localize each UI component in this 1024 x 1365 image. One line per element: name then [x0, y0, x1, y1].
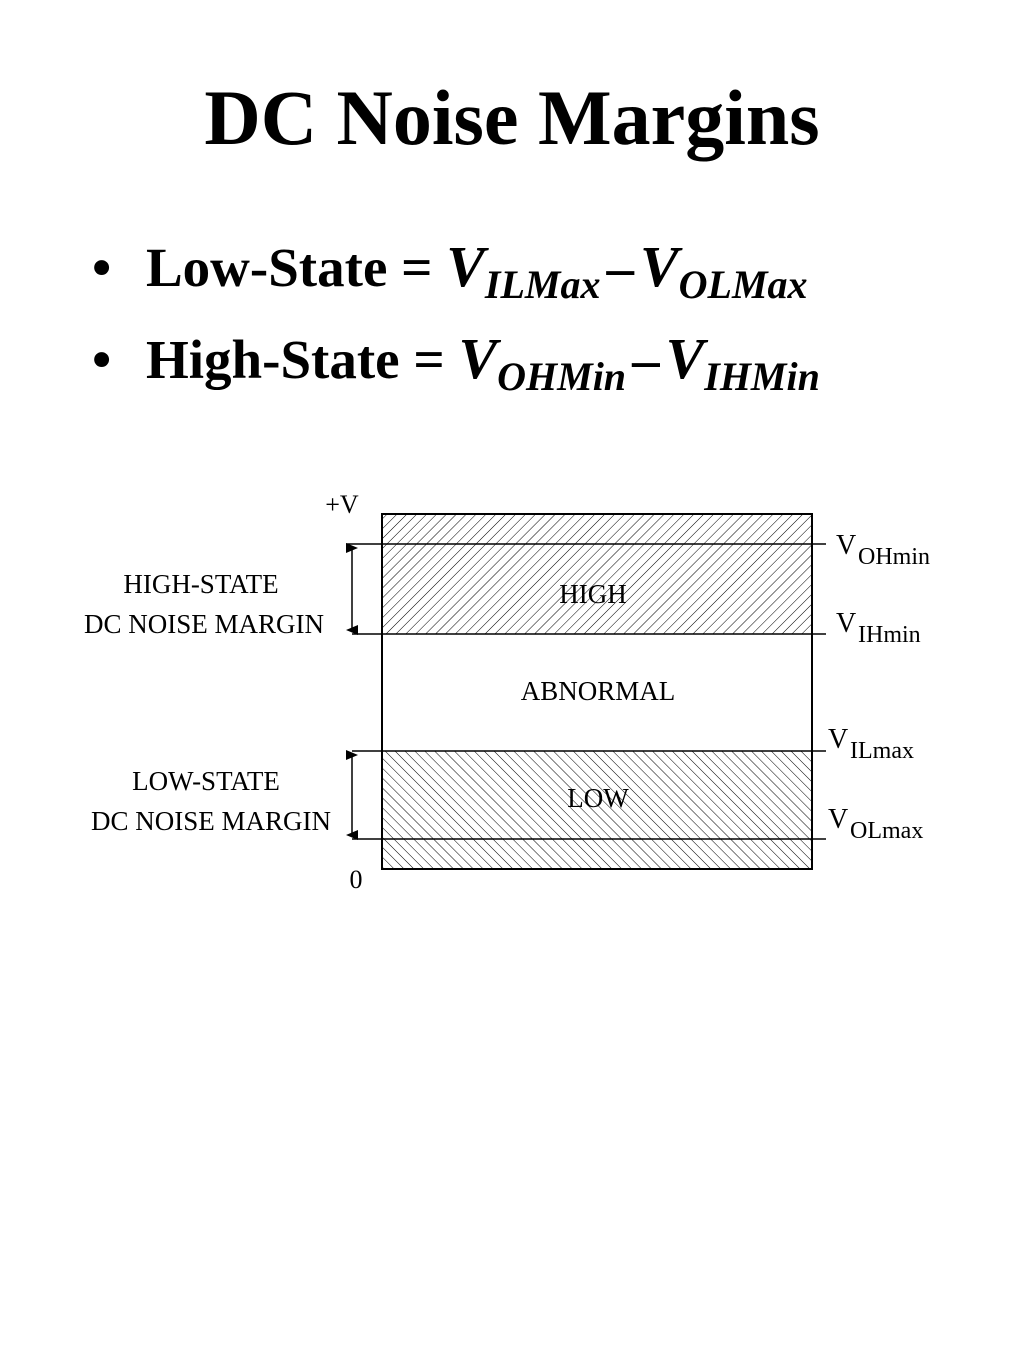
- vih-min-subscript: IHMin: [704, 354, 820, 399]
- low-region-label: LOW: [567, 783, 629, 813]
- vih-min-symbol-label: V: [836, 608, 857, 639]
- vil-max-subscript: ILMax: [484, 262, 601, 307]
- bullet-list: [92, 224, 820, 408]
- high-band: [382, 514, 812, 634]
- high-margin-label-line2: DC NOISE MARGIN: [83, 609, 325, 639]
- voh-min-symbol-label: V: [836, 530, 857, 561]
- bullet-dot: •: [92, 329, 112, 390]
- supply-label: +V: [325, 490, 359, 519]
- voh-min-sub-label: OHmin: [858, 544, 930, 570]
- minus-operator: –: [632, 329, 660, 390]
- high-margin-label-line1: HIGH-STATE: [123, 569, 279, 599]
- low-margin-label-line1: LOW-STATE: [132, 766, 280, 796]
- high-region-label: HIGH: [559, 579, 627, 609]
- bullet-high-state: [92, 316, 820, 408]
- bullet-low-state: [92, 224, 820, 316]
- noise-margin-diagram: [0, 470, 1024, 910]
- low-margin-label-line2: DC NOISE MARGIN: [90, 806, 332, 836]
- vol-max-sub-label: OLmax: [850, 818, 924, 844]
- slide-title: DC Noise Margins: [204, 74, 820, 161]
- high-state-label: High-State =: [146, 329, 459, 390]
- bullet-dot: •: [92, 237, 112, 298]
- low-state-label: Low-State =: [146, 237, 447, 298]
- vol-max-symbol: V: [639, 234, 679, 299]
- vih-min-symbol: V: [665, 326, 705, 391]
- vol-max-subscript: OLMax: [678, 262, 808, 307]
- abnormal-region-label: ABNORMAL: [520, 676, 676, 706]
- vil-max-symbol: V: [446, 234, 485, 299]
- vol-max-symbol-label: V: [828, 804, 849, 835]
- vil-max-symbol-label: V: [828, 724, 849, 755]
- voh-min-symbol: V: [458, 326, 498, 391]
- voh-min-subscript: OHMin: [497, 354, 627, 399]
- vil-max-sub-label: ILmax: [850, 738, 914, 764]
- vih-min-sub-label: IHmin: [858, 622, 921, 648]
- minus-operator: –: [606, 237, 634, 298]
- ground-label: 0: [349, 865, 363, 894]
